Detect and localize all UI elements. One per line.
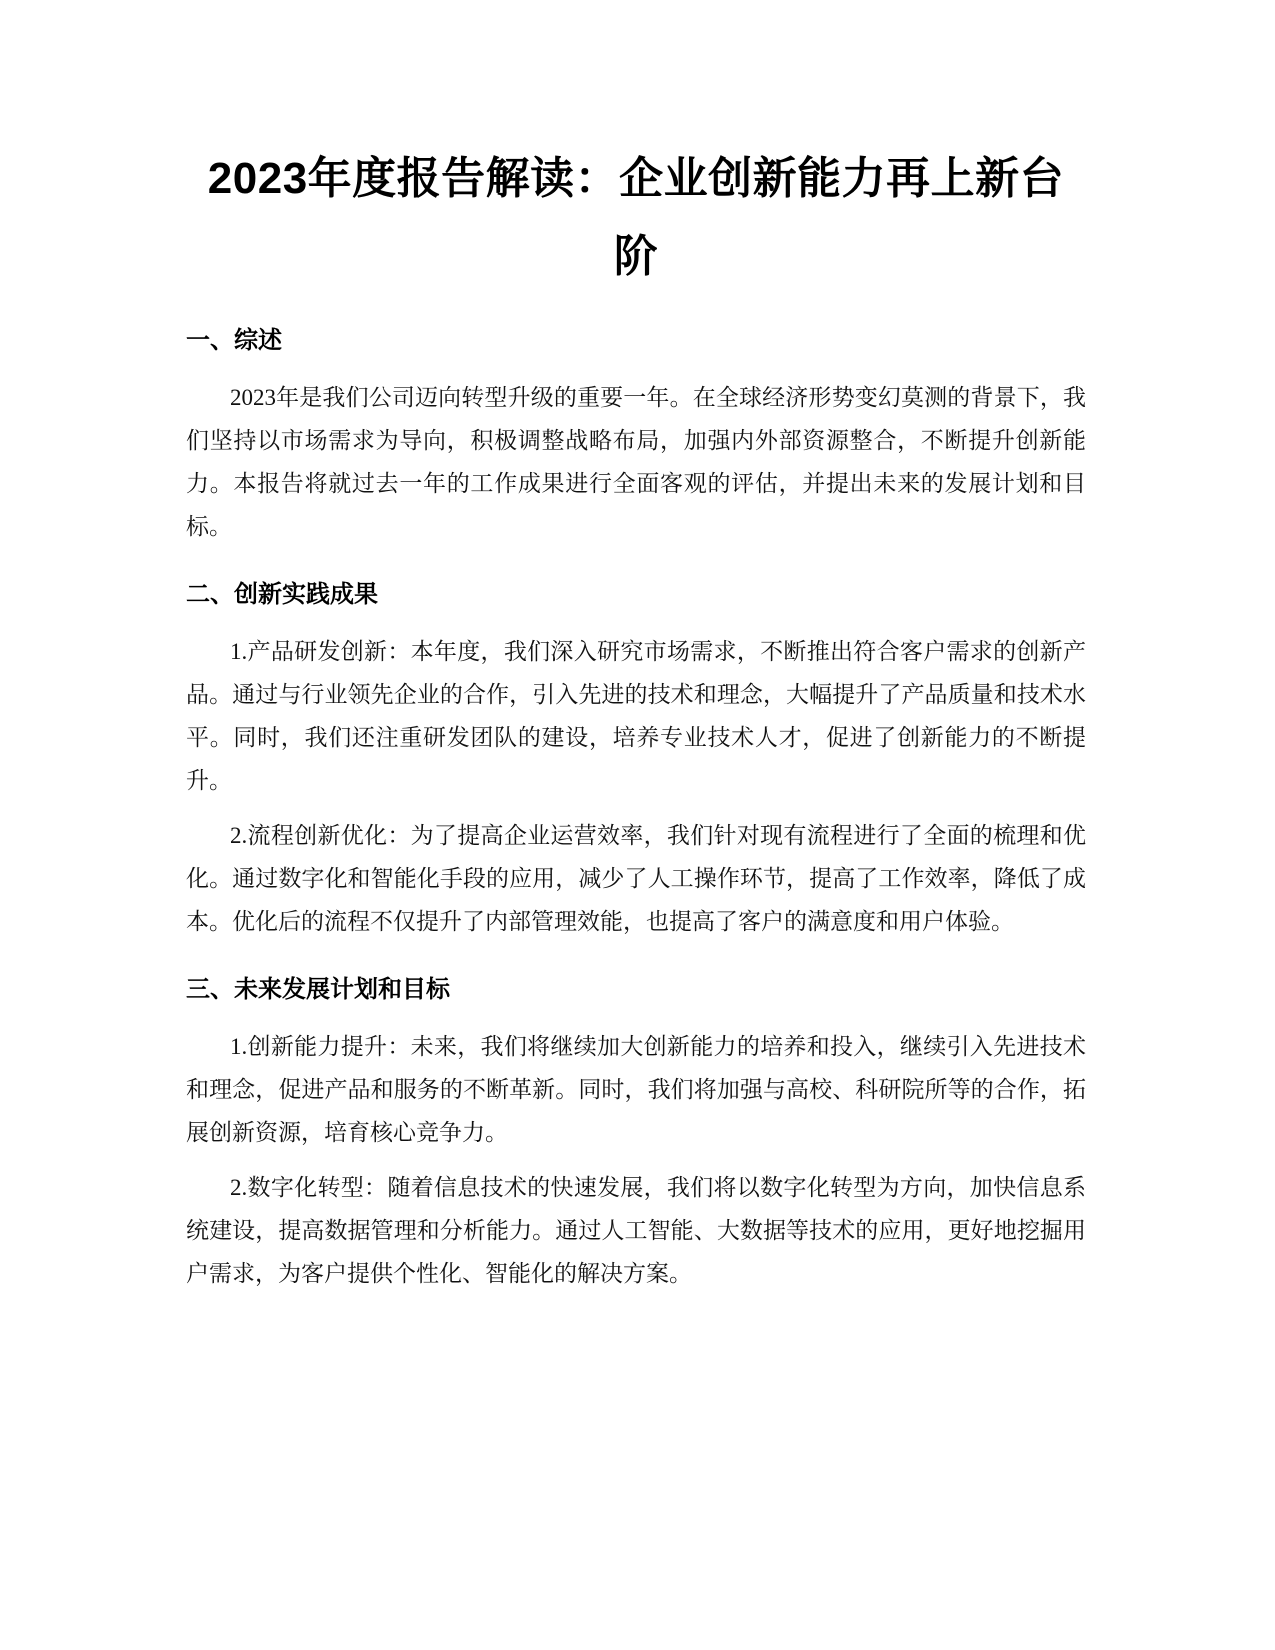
paragraph: 1.创新能力提升：未来，我们将继续加大创新能力的培养和投入，继续引入先进技术和理念，促进产品和服务的不断革新。同时，我们将加强与高校、科研院所等的合作，拓展创新资源，培育核心竞争力。 <box>186 1034 1086 1145</box>
section-heading: 三、未来发展计划和目标 <box>186 976 450 1003</box>
document-body <box>186 140 1086 1307</box>
paragraph: 2.流程创新优化：为了提高企业运营效率，我们针对现有流程进行了全面的梳理和优化。通过数字化和智能化手段的应用，减少了人工操作环节，提高了工作效率，降低了成本。优化后的流程不仅提升了内部管理效能，也提高了客户的满意度和用户体验。 <box>186 823 1086 934</box>
document-title: 2023年度报告解读：企业创新能力再上新台阶 <box>207 154 1065 281</box>
section-innovation-results <box>186 578 1086 943</box>
section-heading: 二、创新实践成果 <box>186 581 378 608</box>
section-future-plans <box>186 973 1086 1295</box>
paragraph: 1.产品研发创新：本年度，我们深入研究市场需求，不断推出符合客户需求的创新产品。通过与行业领先企业的合作，引入先进的技术和理念，大幅提升了产品质量和技术水平。同时，我们还注重研发团队的建设，培养专业技术人才，促进了创新能力的不断提升。 <box>186 639 1086 793</box>
section-heading: 一、综述 <box>186 327 282 354</box>
paragraph: 2.数字化转型：随着信息技术的快速发展，我们将以数字化转型为方向，加快信息系统建设，提高数据管理和分析能力。通过人工智能、大数据等技术的应用，更好地挖掘用户需求，为客户提供个性化、智能化的解决方案。 <box>186 1175 1086 1286</box>
section-overview <box>186 324 1086 548</box>
paragraph: 2023年是我们公司迈向转型升级的重要一年。在全球经济形势变幻莫测的背景下，我们坚持以市场需求为导向，积极调整战略布局，加强内外部资源整合，不断提升创新能力。本报告将就过去一年的工作成果进行全面客观的评估，并提出未来的发展计划和目标。 <box>186 385 1086 539</box>
